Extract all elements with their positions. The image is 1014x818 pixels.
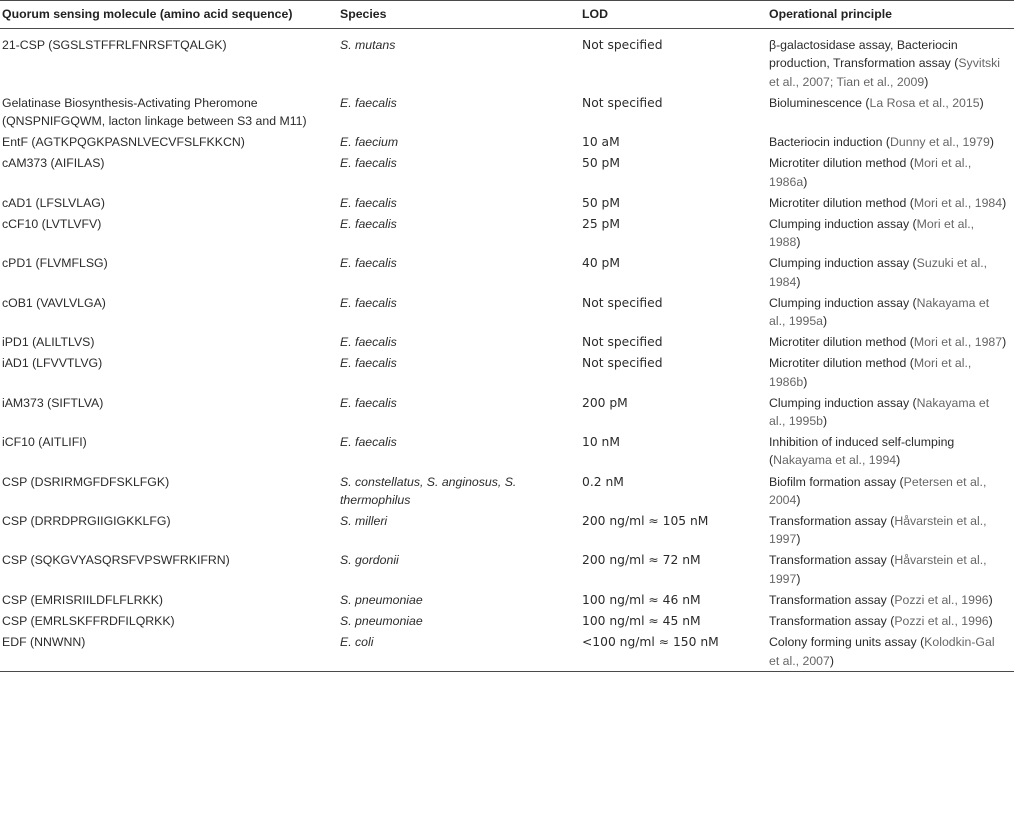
reference-close-paren: ) [988, 592, 993, 607]
cell-molecule: CSP (DRRDPRGIIGIGKKLFG) [2, 514, 171, 529]
table-row [0, 152, 1014, 191]
reference-open-paren: ( [912, 217, 917, 232]
header-row [0, 1, 1014, 29]
reference-close-paren: ) [796, 274, 801, 289]
principle-text: Transformation assay [769, 614, 887, 629]
cell-molecule: cAM373 (AIFILAS) [2, 156, 105, 171]
reference-link[interactable]: Kolodkin-Gal et al., 2007 [769, 635, 995, 668]
header-lod: LOD [582, 7, 608, 21]
cell-lod: 10 nM [582, 435, 620, 450]
reference-link[interactable]: Mori et al., 1986a [769, 156, 972, 189]
header-molecule: Quorum sensing molecule (amino acid sequence) [2, 7, 293, 21]
principle-text: Bacteriocin induction [769, 135, 883, 150]
principle-text: Microtiter dilution method [769, 195, 907, 210]
table-row [0, 213, 1014, 252]
reference-open-paren: ( [912, 395, 917, 410]
cell-molecule: cCF10 (LVTLVFV) [2, 217, 102, 232]
reference-open-paren: ( [890, 592, 895, 607]
cell-lod: Not specified [582, 335, 663, 350]
table-row [0, 331, 1014, 352]
table-row [0, 292, 1014, 331]
reference-close-paren: ) [1002, 195, 1007, 210]
principle-text: Transformation assay [769, 592, 887, 607]
principle-text: Clumping induction assay [769, 217, 910, 232]
cell-principle [763, 131, 1014, 152]
reference-open-paren: ( [885, 135, 891, 150]
cell-lod: 200 pM [582, 395, 628, 410]
reference-close-paren: ) [896, 453, 901, 468]
cell-species: E. faecalis [340, 195, 397, 210]
reference-link[interactable]: Mori et al., 1987 [913, 335, 1003, 350]
reference-close-paren: ) [823, 314, 828, 329]
cell-molecule: EDF (NNWNN) [2, 635, 86, 650]
cell-principle [763, 213, 1014, 252]
reference-open-paren: ( [912, 256, 917, 271]
cell-principle [763, 610, 1014, 631]
cell-molecule: 21-CSP (SGSLSTFFRLFNRSFTQALGK) [2, 38, 227, 53]
cell-principle [763, 589, 1014, 610]
principle-text: Clumping induction assay [769, 395, 910, 410]
principle-text: Microtiter dilution method [769, 356, 907, 371]
cell-molecule: CSP (SQKGVYASQRSFVPSWFRKIFRN) [2, 553, 230, 568]
reference-open-paren: ( [865, 95, 870, 110]
reference-open-paren: ( [909, 335, 914, 350]
table-row [0, 431, 1014, 470]
reference-link[interactable]: Petersen et al., 2004 [769, 474, 987, 507]
cell-lod: 200 ng/ml ≈ 105 nM [582, 514, 709, 529]
reference-link[interactable]: Håvarstein et al., 1997 [769, 553, 987, 586]
cell-molecule: iCF10 (AITLIFI) [2, 435, 87, 450]
table-header [0, 1, 1014, 29]
cell-principle [763, 510, 1014, 549]
cell-lod: Not specified [582, 356, 663, 371]
cell-lod: Not specified [582, 38, 663, 53]
cell-principle [763, 431, 1014, 470]
table-row [0, 92, 1014, 131]
cell-species: E. coli [340, 635, 374, 650]
reference-open-paren: ( [909, 356, 914, 371]
cell-principle [763, 549, 1014, 588]
reference-open-paren: ( [954, 56, 959, 71]
reference-close-paren: ) [924, 74, 929, 89]
principle-text: Inhibition of induced self-clumping [769, 435, 955, 450]
reference-open-paren: ( [769, 453, 774, 468]
cell-lod: 10 aM [582, 135, 620, 150]
cell-species: S. pneumoniae [340, 614, 423, 629]
reference-close-paren: ) [989, 135, 994, 150]
cell-molecule: CSP (EMRISRIILDFLFLRKK) [2, 592, 164, 607]
cell-lod: 50 pM [582, 195, 620, 210]
cell-species: E. faecalis [340, 335, 397, 350]
cell-species: E. faecalis [340, 295, 397, 310]
cell-species: E. faecalis [340, 256, 397, 271]
reference-close-paren: ) [796, 492, 801, 507]
cell-lod: 0.2 nM [582, 474, 624, 489]
reference-open-paren: ( [912, 295, 917, 310]
cell-principle [763, 471, 1014, 510]
reference-open-paren: ( [890, 553, 895, 568]
table-body [0, 29, 1014, 672]
cell-molecule: iPD1 (ALILTLVS) [2, 335, 95, 350]
cell-species: E. faecalis [340, 217, 397, 232]
reference-open-paren: ( [920, 635, 925, 650]
principle-text: Bioluminescence [769, 95, 862, 110]
reference-link[interactable]: Nakayama et al., 1994 [773, 453, 897, 468]
cell-lod: 100 ng/ml ≈ 45 nM [582, 614, 701, 629]
header-principle: Operational principle [769, 7, 892, 21]
reference-link[interactable]: Pozzi et al., 1996 [894, 614, 989, 629]
cell-molecule: Gelatinase Biosynthesis-Activating Pheromone (QNSPNIFGQWM, lacton linkage between S3 and M11) [2, 95, 307, 129]
reference-link[interactable]: Dunny et al., 1979 [890, 135, 990, 150]
cell-lod: 25 pM [582, 217, 620, 232]
reference-link[interactable]: Syvitski et al., 2007; Tian et al., 2009 [769, 56, 1001, 89]
table-row [0, 631, 1014, 671]
cell-species: S. pneumoniae [340, 592, 423, 607]
reference-link[interactable]: Suzuki et al., 1984 [769, 256, 988, 289]
cell-lod: Not specified [582, 295, 663, 310]
reference-link[interactable]: Mori et al., 1984 [913, 195, 1003, 210]
cell-principle [763, 192, 1014, 213]
reference-open-paren: ( [899, 474, 904, 489]
table-row [0, 549, 1014, 588]
table-row [0, 471, 1014, 510]
principle-text: Colony forming units assay [769, 635, 917, 650]
cell-species: E. faecalis [340, 395, 397, 410]
reference-close-paren: ) [796, 235, 801, 250]
principle-text: Microtiter dilution method [769, 335, 907, 350]
cell-molecule: cAD1 (LFSLVLAG) [2, 195, 105, 210]
reference-link[interactable]: Pozzi et al., 1996 [894, 592, 989, 607]
cell-species: E. faecalis [340, 95, 397, 110]
reference-link[interactable]: Mori et al., 1986b [769, 356, 972, 389]
cell-molecule: CSP (EMRLSKFFRDFILQRKK) [2, 614, 175, 629]
reference-link[interactable]: La Rosa et al., 2015 [869, 95, 980, 110]
cell-lod: Not specified [582, 95, 663, 110]
reference-open-paren: ( [890, 614, 895, 629]
cell-lod: 100 ng/ml ≈ 46 nM [582, 592, 701, 607]
reference-close-paren: ) [829, 653, 834, 668]
reference-close-paren: ) [823, 414, 828, 429]
reference-open-paren: ( [909, 156, 914, 171]
cell-molecule: CSP (DSRIRMGFDFSKLFGK) [2, 474, 170, 489]
table-row [0, 131, 1014, 152]
table-row [0, 392, 1014, 431]
cell-molecule: iAD1 (LFVVTLVG) [2, 356, 103, 371]
reference-close-paren: ) [988, 614, 993, 629]
reference-close-paren: ) [803, 174, 808, 189]
cell-principle [763, 29, 1014, 92]
reference-link[interactable]: Nakayama et al., 1995b [769, 395, 990, 429]
table-row [0, 252, 1014, 291]
cell-lod: 200 ng/ml ≈ 72 nM [582, 553, 701, 568]
principle-text: Biofilm formation assay [769, 474, 897, 489]
reference-close-paren: ) [796, 571, 801, 586]
principle-text: Microtiter dilution method [769, 156, 907, 171]
table-row [0, 589, 1014, 610]
cell-species: S. milleri [340, 514, 388, 529]
cell-species: E. faecalis [340, 435, 397, 450]
cell-molecule: EntF (AGTKPQGKPASNLVECVFSLFKKCN) [2, 135, 245, 150]
table-row [0, 510, 1014, 549]
cell-principle [763, 252, 1014, 291]
cell-principle [763, 292, 1014, 331]
table-row [0, 352, 1014, 391]
table-row [0, 29, 1014, 92]
principle-text: Transformation assay [769, 553, 887, 568]
reference-close-paren: ) [803, 374, 808, 389]
cell-species: S. constellatus, S. anginosus, S. thermophilus [340, 474, 517, 507]
cell-species: S. mutans [340, 38, 396, 53]
cell-molecule: iAM373 (SIFTLVA) [2, 395, 104, 410]
reference-close-paren: ) [796, 532, 801, 547]
principle-text: Clumping induction assay [769, 295, 910, 310]
principle-text: Transformation assay [769, 514, 887, 529]
cell-principle [763, 331, 1014, 352]
reference-link[interactable]: Nakayama et al., 1995a [769, 295, 990, 329]
cell-principle [763, 392, 1014, 431]
cell-lod: 40 pM [582, 256, 620, 271]
reference-close-paren: ) [1002, 335, 1007, 350]
principle-text: β-galactosidase assay, Bacteriocin production, Transformation assay [769, 38, 958, 71]
reference-open-paren: ( [890, 514, 895, 529]
cell-lod: <100 ng/ml ≈ 150 nM [582, 635, 719, 650]
header-species: Species [340, 7, 387, 21]
cell-principle [763, 352, 1014, 391]
cell-molecule: cPD1 (FLVMFLSG) [2, 256, 108, 271]
cell-principle [763, 92, 1014, 131]
cell-species: S. gordonii [340, 553, 399, 568]
cell-molecule: cOB1 (VAVLVLGA) [2, 295, 106, 310]
table-row [0, 610, 1014, 631]
cell-principle [763, 631, 1014, 671]
cell-species: E. faecalis [340, 356, 397, 371]
reference-close-paren: ) [979, 95, 984, 110]
cell-principle [763, 152, 1014, 191]
principle-text: Clumping induction assay [769, 256, 910, 271]
cell-species: E. faecium [340, 135, 399, 150]
cell-species: E. faecalis [340, 156, 397, 171]
cell-lod: 50 pM [582, 156, 620, 171]
reference-link[interactable]: Mori et al., 1988 [769, 217, 975, 250]
reference-link[interactable]: Håvarstein et al., 1997 [769, 514, 987, 547]
table-row [0, 192, 1014, 213]
reference-open-paren: ( [909, 195, 914, 210]
